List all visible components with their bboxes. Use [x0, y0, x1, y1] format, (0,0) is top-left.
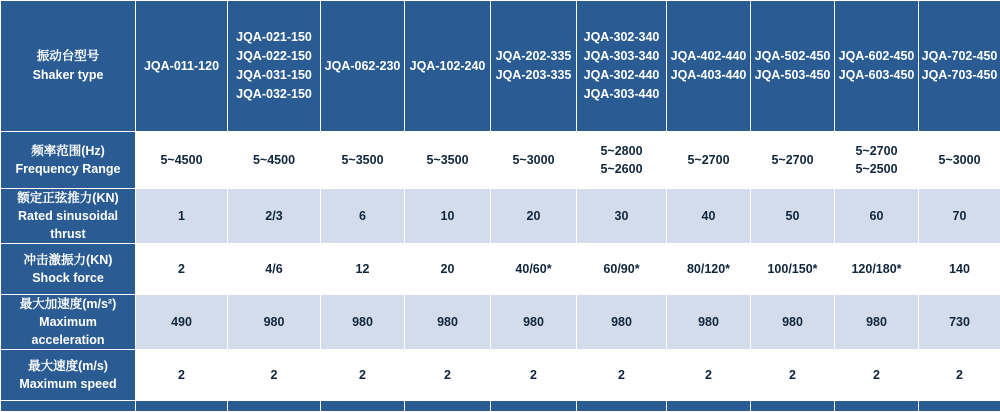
cell-value: 40 — [669, 207, 748, 225]
cell-acceleration-8 — [751, 295, 835, 350]
cell-value: 5~4500 — [230, 151, 318, 169]
header-model-column-9 — [835, 1, 919, 132]
header-corner-label — [1, 1, 136, 132]
cell-frequency-4 — [405, 132, 491, 189]
model-code: JQA-703-450 — [921, 66, 998, 85]
cell-speed-3 — [321, 350, 405, 401]
table-header-row — [1, 1, 1000, 132]
row-label-rated-thrust — [1, 189, 136, 244]
cell-value: 1 — [138, 207, 225, 225]
row-label-frequency-range — [1, 132, 136, 189]
cell-value: 2 — [407, 366, 488, 384]
cell-acceleration-1 — [136, 295, 228, 350]
cell-frequency-8 — [751, 132, 835, 189]
cell-value: 730 — [921, 313, 998, 331]
model-code: JQA-403-440 — [669, 66, 748, 85]
cell-speed-10 — [919, 350, 1000, 401]
cell-value: 100/150* — [753, 260, 832, 278]
cell-shock-4 — [405, 244, 491, 295]
cell-value: 2 — [837, 366, 916, 384]
cell-value: 2 — [753, 366, 832, 384]
cell-shock-1 — [136, 244, 228, 295]
cell-acceleration-4 — [405, 295, 491, 350]
model-code: JQA-203-335 — [493, 66, 574, 85]
header-model-column-6 — [577, 1, 667, 132]
cell-thrust-6 — [577, 189, 667, 244]
cell-thrust-4 — [405, 189, 491, 244]
table-row — [1, 295, 1000, 350]
cell-acceleration-2 — [228, 295, 321, 350]
model-code: JQA-011-120 — [138, 57, 225, 76]
row-label-line-2: Maximum speed — [3, 375, 133, 393]
cell-value: 2 — [230, 366, 318, 384]
cell-thrust-5 — [491, 189, 577, 244]
cell-frequency-10 — [919, 132, 1000, 189]
model-code: JQA-503-450 — [753, 66, 832, 85]
cell-value: 12 — [323, 260, 402, 278]
cell-speed-8 — [751, 350, 835, 401]
cell-value: 5~2800 — [579, 142, 664, 160]
row-label-line-2: Shock force — [3, 269, 133, 287]
cell-speed-5 — [491, 350, 577, 401]
cell-value: 980 — [407, 313, 488, 331]
cell-frequency-3 — [321, 132, 405, 189]
cell-acceleration-6 — [577, 295, 667, 350]
row-label-line-1: 最大速度(m/s) — [3, 357, 133, 375]
model-code: JQA-202-335 — [493, 47, 574, 66]
cell-thrust-3 — [321, 189, 405, 244]
cell-shock-7 — [667, 244, 751, 295]
cell-value: 980 — [493, 313, 574, 331]
cell-value: 5~3000 — [921, 151, 998, 169]
cell-shock-10 — [919, 244, 1000, 295]
table-row — [1, 189, 1000, 244]
cell-value: 2 — [138, 260, 225, 278]
cell-thrust-1 — [136, 189, 228, 244]
footer-cell — [136, 401, 228, 412]
footer-cell — [751, 401, 835, 412]
header-model-column-1 — [136, 1, 228, 132]
cell-speed-6 — [577, 350, 667, 401]
cell-value: 490 — [138, 313, 225, 331]
cell-thrust-8 — [751, 189, 835, 244]
cell-value: 140 — [921, 260, 998, 278]
cell-acceleration-9 — [835, 295, 919, 350]
cell-shock-2 — [228, 244, 321, 295]
model-code: JQA-032-150 — [230, 85, 318, 104]
cell-thrust-10 — [919, 189, 1000, 244]
cell-value: 5~2500 — [837, 160, 916, 178]
cell-value: 5~4500 — [138, 151, 225, 169]
row-label-line-2: Rated sinusoidal thrust — [3, 207, 133, 243]
row-label-max-acceleration — [1, 295, 136, 350]
row-label-line-1: 频率范围(Hz) — [3, 142, 133, 160]
cell-acceleration-5 — [491, 295, 577, 350]
cell-frequency-9 — [835, 132, 919, 189]
cell-value: 980 — [753, 313, 832, 331]
row-label-line-2: Frequency Range — [3, 160, 133, 178]
cell-value: 980 — [669, 313, 748, 331]
header-model-column-3 — [321, 1, 405, 132]
cell-frequency-1 — [136, 132, 228, 189]
row-label-line-1: 冲击激振力(KN) — [3, 251, 133, 269]
row-label-line-2: Maximum acceleration — [3, 313, 133, 349]
cell-frequency-5 — [491, 132, 577, 189]
cell-value: 30 — [579, 207, 664, 225]
cell-speed-7 — [667, 350, 751, 401]
cell-value: 2/3 — [230, 207, 318, 225]
cell-acceleration-3 — [321, 295, 405, 350]
cell-value: 2 — [579, 366, 664, 384]
cell-speed-2 — [228, 350, 321, 401]
cell-acceleration-7 — [667, 295, 751, 350]
cell-acceleration-10 — [919, 295, 1000, 350]
cell-value: 40/60* — [493, 260, 574, 278]
cell-value: 80/120* — [669, 260, 748, 278]
cell-value: 2 — [323, 366, 402, 384]
cell-value: 5~3500 — [407, 151, 488, 169]
model-code: JQA-021-150 — [230, 28, 318, 47]
row-label-line-1: 额定正弦推力(KN) — [3, 189, 133, 207]
model-code: JQA-302-340 — [579, 28, 664, 47]
cell-value: 980 — [323, 313, 402, 331]
footer-cell — [1, 401, 136, 412]
model-code: JQA-402-440 — [669, 47, 748, 66]
cell-value: 980 — [579, 313, 664, 331]
table-row — [1, 350, 1000, 401]
footer-cell — [228, 401, 321, 412]
cell-thrust-7 — [667, 189, 751, 244]
header-model-column-2 — [228, 1, 321, 132]
cell-value: 50 — [753, 207, 832, 225]
cell-frequency-6 — [577, 132, 667, 189]
cell-value: 5~2600 — [579, 160, 664, 178]
table-row — [1, 244, 1000, 295]
header-model-column-4 — [405, 1, 491, 132]
cell-shock-3 — [321, 244, 405, 295]
header-model-column-5 — [491, 1, 577, 132]
model-code: JQA-702-450 — [921, 47, 998, 66]
header-corner-line-2: Shaker type — [3, 66, 133, 85]
cell-shock-9 — [835, 244, 919, 295]
header-model-column-10 — [919, 1, 1000, 132]
cell-value: 5~2700 — [669, 151, 748, 169]
cell-shock-5 — [491, 244, 577, 295]
cell-value: 5~3000 — [493, 151, 574, 169]
model-code: JQA-102-240 — [407, 57, 488, 76]
cell-value: 4/6 — [230, 260, 318, 278]
cell-value: 5~2700 — [753, 151, 832, 169]
cell-value: 20 — [407, 260, 488, 278]
table-footer-strip — [1, 401, 1000, 412]
header-model-column-8 — [751, 1, 835, 132]
footer-cell — [667, 401, 751, 412]
cell-value: 5~2700 — [837, 142, 916, 160]
row-label-max-speed — [1, 350, 136, 401]
model-code: JQA-303-440 — [579, 85, 664, 104]
cell-value: 6 — [323, 207, 402, 225]
cell-value: 2 — [669, 366, 748, 384]
header-corner-line-1: 振动台型号 — [3, 47, 133, 66]
cell-value: 2 — [138, 366, 225, 384]
footer-cell — [835, 401, 919, 412]
cell-value: 980 — [230, 313, 318, 331]
row-label-line-1: 最大加速度(m/s²) — [3, 295, 133, 313]
cell-value: 5~3500 — [323, 151, 402, 169]
cell-speed-1 — [136, 350, 228, 401]
model-code: JQA-062-230 — [323, 57, 402, 76]
cell-value: 20 — [493, 207, 574, 225]
footer-cell — [405, 401, 491, 412]
model-code: JQA-502-450 — [753, 47, 832, 66]
cell-speed-4 — [405, 350, 491, 401]
model-code: JQA-031-150 — [230, 66, 318, 85]
footer-cell — [919, 401, 1000, 412]
cell-shock-8 — [751, 244, 835, 295]
footer-cell — [491, 401, 577, 412]
cell-frequency-7 — [667, 132, 751, 189]
footer-cell — [321, 401, 405, 412]
model-code: JQA-303-340 — [579, 47, 664, 66]
cell-frequency-2 — [228, 132, 321, 189]
model-code: JQA-603-450 — [837, 66, 916, 85]
footer-cell — [577, 401, 667, 412]
table-row — [1, 132, 1000, 189]
header-model-column-7 — [667, 1, 751, 132]
cell-value: 70 — [921, 207, 998, 225]
cell-value: 2 — [921, 366, 998, 384]
cell-value: 60/90* — [579, 260, 664, 278]
cell-value: 60 — [837, 207, 916, 225]
cell-value: 10 — [407, 207, 488, 225]
cell-value: 120/180* — [837, 260, 916, 278]
model-code: JQA-302-440 — [579, 66, 664, 85]
row-label-shock-force — [1, 244, 136, 295]
cell-shock-6 — [577, 244, 667, 295]
cell-thrust-2 — [228, 189, 321, 244]
cell-thrust-9 — [835, 189, 919, 244]
cell-value: 980 — [837, 313, 916, 331]
model-code: JQA-022-150 — [230, 47, 318, 66]
cell-value: 2 — [493, 366, 574, 384]
model-code: JQA-602-450 — [837, 47, 916, 66]
cell-speed-9 — [835, 350, 919, 401]
